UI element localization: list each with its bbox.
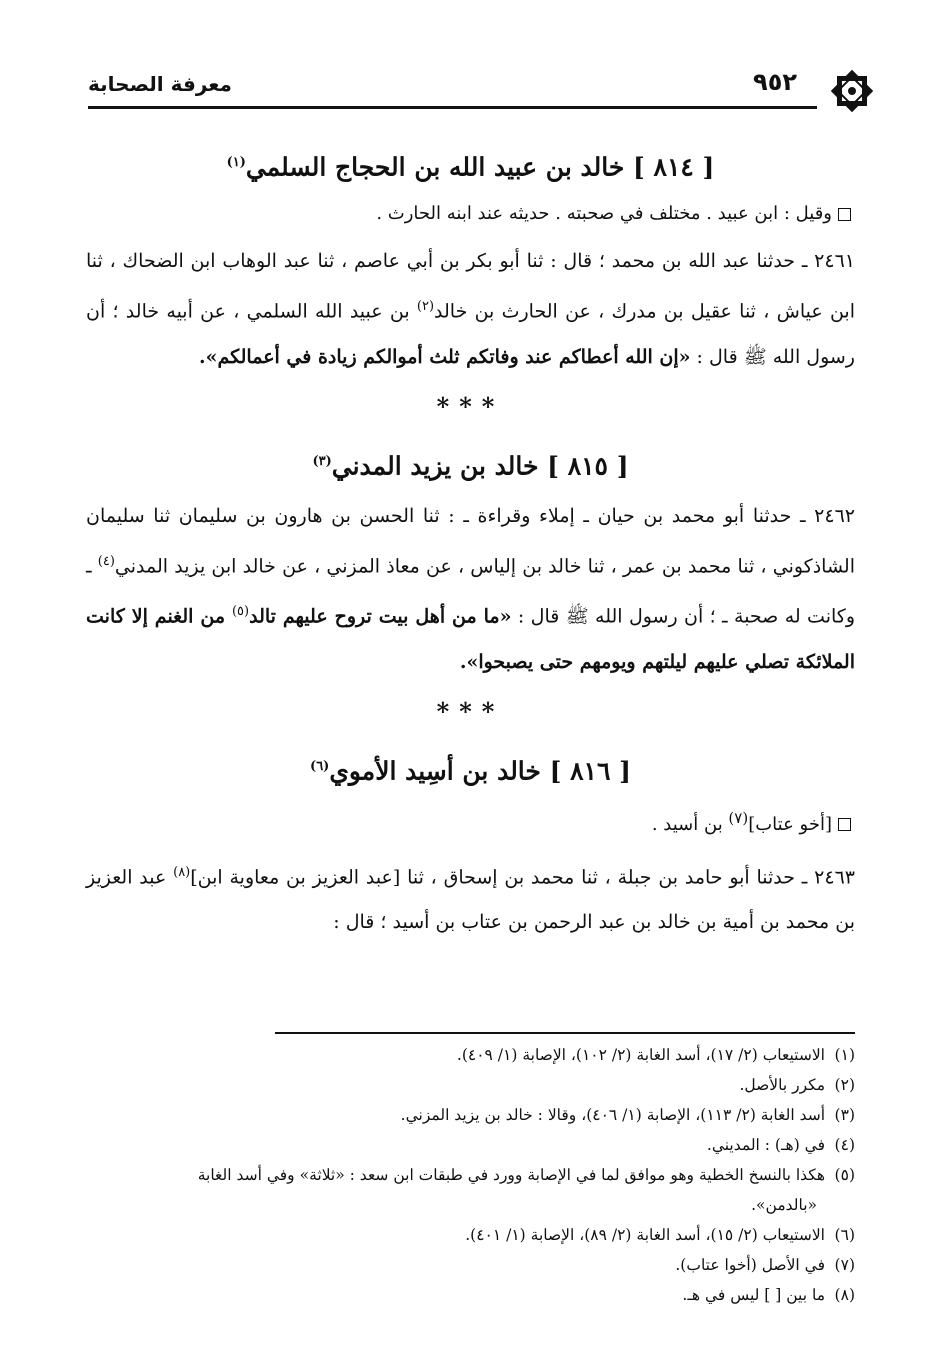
footnote-text: ما بين [ ] ليس في هـ.	[682, 1286, 825, 1304]
footnote	[86, 1280, 855, 1310]
hadith-text: ٢٤٦٢ ـ حدثنا أبو محمد بن حيان ـ إملاء وقراءة ـ : ثنا الحسن بن هارون بن سليمان ثنا سليمان الشاذكوني ، ثنا محمد بن عمر ، ثنا خالد بن إلياس ، عن معاذ المزني ، عن خالد ابن يزيد المدني	[86, 504, 855, 578]
entry-intro	[86, 199, 855, 229]
footnote-ref: (٧)	[728, 808, 749, 827]
footnote-number: (٨)	[834, 1286, 855, 1304]
footnote	[86, 1220, 855, 1250]
entry-heading-text: [ ٨١٦ ] خالد بن أسِيد الأموي	[329, 755, 631, 785]
footnote-ref: (٨)	[173, 864, 191, 880]
footnote-number: (٤)	[834, 1136, 855, 1154]
hadith-text: ٢٤٦١ ـ حدثنا عبد الله بن محمد ؛ قال : ثنا أبو بكر بن أبي عاصم ، ثنا عبد الوهاب ابن الضحاك ، ثنا ابن عياش ، ثنا عقيل بن مدرك ، عن الحارث بن خالد	[86, 250, 855, 323]
hadith-paragraph	[86, 850, 855, 945]
footnote-number: (٧)	[834, 1256, 855, 1274]
octagon-ornament-icon	[827, 66, 877, 116]
section-separator: ***	[436, 696, 505, 726]
footnote	[86, 1130, 855, 1160]
footnote-text: أسد الغابة (٢/ ١١٣)، الإصابة (١/ ٤٠٦)، وقالا : خالد بن يزيد المزني.	[400, 1106, 825, 1124]
running-title: معرفة الصحابة	[88, 72, 232, 96]
footnote-ref: (٥)	[231, 604, 250, 620]
footnote-text: الاستيعاب (٢/ ١٧)، أسد الغابة (٢/ ١٠٢)، الإصابة (١/ ٤٠٩).	[456, 1046, 825, 1064]
footnotes	[86, 1040, 855, 1310]
page-number: ٩٥٢	[753, 68, 797, 96]
footnote-text: في (هـ) : المديني.	[706, 1136, 825, 1154]
entry-heading	[86, 739, 855, 799]
footnote-rule	[275, 1032, 855, 1034]
entry-intro-text: وقيل : ابن عبيد . مختلف في صحبته . حديثه عند ابنه الحارث .	[376, 203, 832, 225]
hadith-quote: «ما من أهل بيت تروح عليهم تالد	[249, 605, 512, 628]
header-rule	[88, 106, 817, 109]
footnote-text: في الأصل (أخوا عتاب).	[675, 1256, 825, 1274]
footnote-continuation: «بالدمن».	[751, 1196, 817, 1214]
entry-heading-text: [ ٨١٥ ] خالد بن يزيد المدني	[331, 450, 629, 480]
square-bullet-icon	[838, 208, 851, 221]
footnote-ref: (٢)	[416, 299, 435, 315]
footnote	[86, 1070, 855, 1100]
footnote-ref: (٦)	[310, 758, 330, 774]
entry-heading-text: [ ٨١٤ ] خالد بن عبيد الله بن الحجاج السلمي	[245, 152, 715, 182]
entry-intro	[86, 803, 855, 840]
footnote-text: هكذا بالنسخ الخطية وهو موافق لما في الإصابة وورد في طبقات ابن سعد : «ثلاثة» وفي أسد الغابة	[197, 1166, 825, 1184]
footnote-ref: (٤)	[97, 553, 115, 569]
footnote-number: (٣)	[834, 1106, 855, 1124]
hadith-text: ٢٤٦٣ ـ حدثنا أبو حامد بن جبلة ، ثنا محمد بن إسحاق ، ثنا [عبد العزيز بن معاوية ابن]	[190, 866, 855, 889]
hadith-text: بن عبيد الله السلمي ، عن أبيه خالد ؛ أن رسول الله ﷺ قال :	[86, 300, 855, 368]
hadith-quote: من الغنم إلا كانت الملائكة تصلي عليهم ليلتهم ويومهم حتى يصبحوا».	[86, 605, 855, 673]
hadith-paragraph	[86, 494, 855, 685]
footnote-number: (٦)	[834, 1226, 855, 1244]
footnote	[86, 1100, 855, 1130]
footnote-ref: (٣)	[312, 453, 332, 469]
footnote-number: (٢)	[834, 1076, 855, 1094]
hadith-paragraph	[86, 239, 855, 379]
square-bullet-icon	[838, 818, 851, 831]
footnote	[86, 1250, 855, 1280]
entry-intro-text: بن أسيد .	[651, 813, 729, 835]
footnote	[86, 1160, 855, 1220]
hadith-text: ـ وكانت له صحبة ـ ؛ أن رسول الله ﷺ قال :	[86, 555, 856, 628]
section-separator: ***	[436, 391, 505, 421]
hadith-quote: «إن الله أعطاكم عند وفاتكم ثلث أموالكم زيادة في أعمالكم».	[199, 345, 691, 368]
footnote-number: (٥)	[834, 1166, 855, 1184]
running-header	[60, 62, 887, 106]
hadith-text: عبد العزيز بن محمد بن أمية بن خالد بن عبد الرحمن بن عتاب بن أسيد ؛ قال :	[86, 866, 855, 934]
entry-intro-text: [أخو عتاب]	[748, 813, 832, 835]
entry-heading	[86, 135, 855, 195]
footnote-text: الاستيعاب (٢/ ١٥)، أسد الغابة (٢/ ٨٩)، الإصابة (١/ ٤٠١).	[465, 1226, 825, 1244]
footnote-text: مكرر بالأصل.	[739, 1076, 825, 1094]
entry-heading	[86, 434, 855, 494]
footnote	[86, 1040, 855, 1070]
footnote-number: (١)	[834, 1046, 855, 1064]
main-text	[86, 135, 855, 945]
footnote-ref: (١)	[226, 155, 246, 170]
